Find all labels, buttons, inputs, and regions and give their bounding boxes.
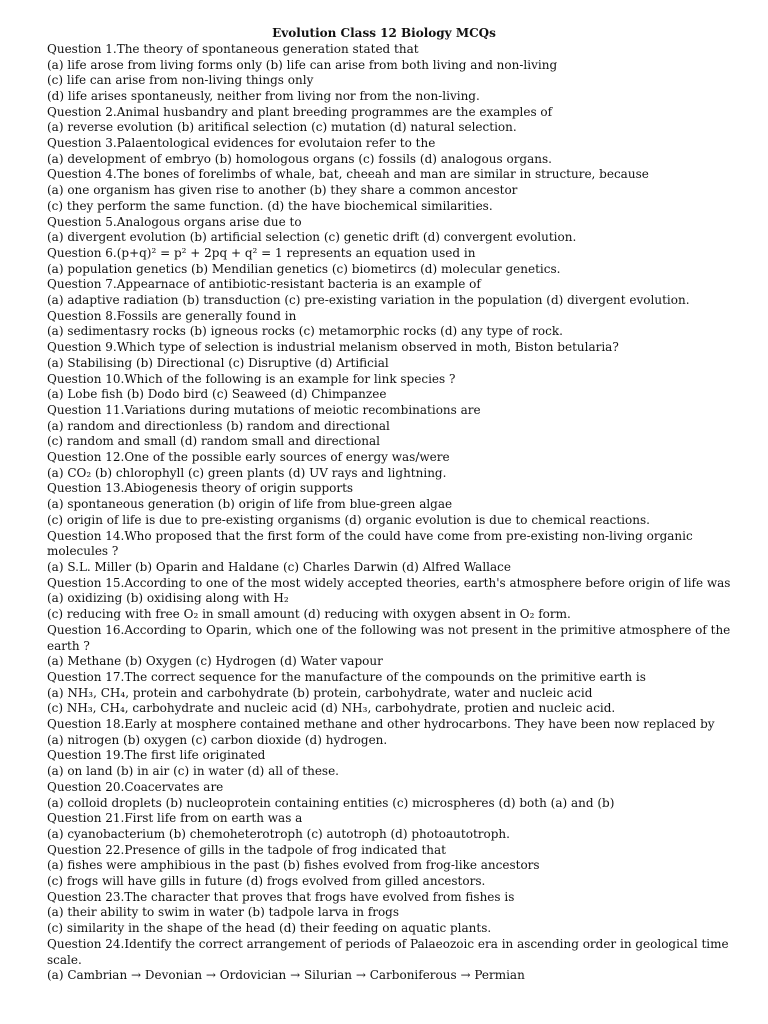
question-line: Question 22.Presence of gills in the tadpole of frog indicated that [47,842,446,857]
question-line: Question 4.The bones of forelimbs of whale, bat, cheeah and man are similar in structure, because [47,167,649,182]
option-line: (c) NH₃, CH₄, carbohydrate and nucleic acid (d) NH₃, carbohydrate, protien and nucleic acid. [47,701,616,716]
option-line: (a) CO₂ (b) chlorophyll (c) green plants (d) UV rays and lightning. [47,465,447,480]
question-line: Question 15.According to one of the most widely accepted theories, earth's atmosphere before origin of life was [47,575,731,590]
question-line: Question 23.The character that proves that frogs have evolved from fishes is [47,889,515,904]
question-line: Question 13.Abiogenesis theory of origin supports [47,481,354,496]
option-line: (c) life can arise from non-living things only [47,73,314,88]
question-line: Question 8.Fossils are generally found in [47,308,297,323]
option-line: (a) Stabilising (b) Directional (c) Disruptive (d) Artificial [47,355,389,370]
question-line: Question 2.Animal husbandry and plant breeding programmes are the examples of [47,104,553,119]
question-line: Question 18.Early at mosphere contained methane and other hydrocarbons. They have been now replaced by [47,717,715,732]
question-line: Question 5.Analogous organs arise due to [47,214,302,229]
question-line: Question 7.Appearnace of antibiotic-resistant bacteria is an example of [47,277,481,292]
option-line: (a) their ability to swim in water (b) tadpole larva in frogs [47,905,400,920]
option-line: (a) Methane (b) Oxygen (c) Hydrogen (d) Water vapour [47,654,383,669]
question-line: Question 21.First life from on earth was a [47,811,303,826]
option-line: (c) random and small (d) random small and directional [47,434,380,449]
option-line: (d) life arises spontaneusly, neither from living nor from the non-living. [47,88,480,103]
question-line: Question 11.Variations during mutations of meiotic recombinations are [47,402,481,417]
option-line: (a) fishes were amphibious in the past (b) fishes evolved from frog-like ancestors [47,858,540,873]
option-line: (a) colloid droplets (b) nucleoprotein containing entities (c) microspheres (d) both (a) and (b) [47,795,615,810]
option-line: (a) Lobe fish (b) Dodo bird (c) Seaweed (d) Chimpanzee [47,387,387,402]
option-line: (c) they perform the same function. (d) the have biochemical similarities. [47,198,493,213]
option-line: (a) reverse evolution (b) aritifical selection (c) mutation (d) natural selection. [47,120,517,135]
option-line: (c) similarity in the shape of the head (d) their feeding on aquatic plants. [47,921,492,936]
option-line: (c) frogs will have gills in future (d) frogs evolved from gilled ancestors. [47,874,486,889]
option-line: (a) population genetics (b) Mendilian genetics (c) biometircs (d) molecular genetics. [47,261,561,276]
option-line: (a) oxidizing (b) oxidising along with H₂ [47,591,289,606]
question-line: Question 10.Which of the following is an example for link species ? [47,371,456,386]
option-line: (a) adaptive radiation (b) transduction (c) pre-existing variation in the population (d) divergent evolution. [47,293,690,308]
option-line: (a) spontaneous generation (b) origin of life from blue-green algae [47,497,453,512]
option-line: (a) on land (b) in air (c) in water (d) all of these. [47,764,339,779]
option-line: (a) sedimentasry rocks (b) igneous rocks (c) metamorphic rocks (d) any type of rock. [47,324,563,339]
question-line: Question 20.Coacervates are [47,779,224,794]
option-line: (a) random and directionless (b) random and directional [47,418,390,433]
question-line: Question 19.The first life originated [47,748,266,763]
question-line: Question 3.Palaentological evidences for evolutaion refer to the [47,136,436,151]
question-line: Question 14.Who proposed that the first form of the could have come from pre-existing non-living organic molecules ? [47,528,693,559]
question-line: Question 12.One of the possible early sources of energy was/were [47,450,450,465]
question-line: Question 17.The correct sequence for the manufacture of the compounds on the primitive earth is [47,669,646,684]
question-line: Question 1.The theory of spontaneous generation stated that [47,41,419,56]
option-line: (c) reducing with free O₂ in small amount (d) reducing with oxygen absent in O₂ form. [47,607,571,622]
document-body [47,42,737,984]
option-line: (a) Cambrian → Devonian → Ordovician → Silurian → Carboniferous → Permian [47,968,525,983]
question-line: Question 6.(p+q)² = p² + 2pq + q² = 1 represents an equation used in [47,245,476,260]
question-line: Question 9.Which type of selection is industrial melanism observed in moth, Biston betularia? [47,340,619,355]
question-line: Question 16.According to Oparin, which one of the following was not present in the primitive atmosphere of the earth ? [47,622,731,653]
question-line: Question 24.Identify the correct arrangement of periods of Palaeozoic era in ascending order in geological time scale. [47,936,729,967]
option-line: (c) origin of life is due to pre-existing organisms (d) organic evolution is due to chemical reactions. [47,512,650,527]
option-line: (a) NH₃, CH₄, protein and carbohydrate (b) protein, carbohydrate, water and nucleic acid [47,685,593,700]
document-title: Evolution Class 12 Biology MCQs [272,26,496,40]
option-line: (a) divergent evolution (b) artificial selection (c) genetic drift (d) convergent evolution. [47,230,577,245]
option-line: (a) S.L. Miller (b) Oparin and Haldane (c) Charles Darwin (d) Alfred Wallace [47,560,511,574]
option-line: (a) development of embryo (b) homologous organs (c) fossils (d) analogous organs. [47,151,552,166]
option-line: (a) life arose from living forms only (b) life can arise from both living and non-living [47,57,558,72]
option-line: (a) nitrogen (b) oxygen (c) carbon dioxide (d) hydrogen. [47,732,388,747]
option-line: (a) cyanobacterium (b) chemoheterotroph (c) autotroph (d) photoautotroph. [47,826,510,841]
option-line: (a) one organism has given rise to another (b) they share a common ancestor [47,183,518,198]
